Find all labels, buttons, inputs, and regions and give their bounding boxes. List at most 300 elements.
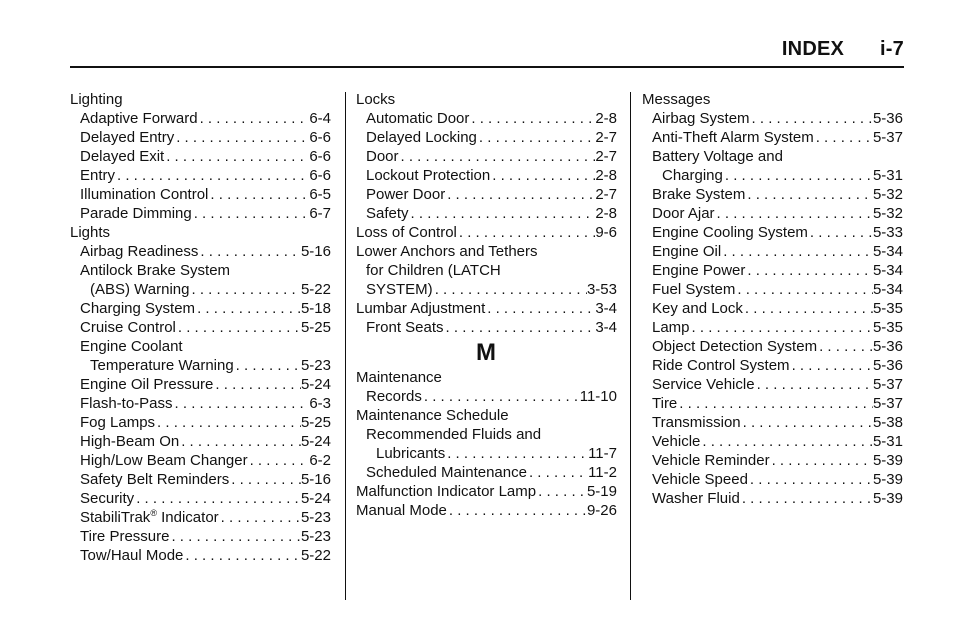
index-entry <box>642 299 903 318</box>
entry-term-text: Ride Control System <box>652 357 790 374</box>
dot-leader <box>422 387 580 406</box>
entry-term-text: Lubricants <box>376 445 446 462</box>
dot-leader <box>198 242 301 261</box>
entry-term <box>652 128 814 147</box>
dot-leader <box>477 128 595 147</box>
entry-term <box>356 223 457 242</box>
entry-term <box>652 489 740 508</box>
entry-page-ref: 5-39 <box>872 452 903 469</box>
index-column-1 <box>70 90 331 565</box>
entry-term-text: StabiliTrak <box>80 509 151 526</box>
index-entry <box>356 90 617 109</box>
entry-term-text: Scheduled Maintenance <box>366 464 527 481</box>
entry-term <box>366 147 399 166</box>
dot-leader <box>750 109 873 128</box>
entry-page-ref: 6-7 <box>309 205 331 222</box>
entry-term <box>652 356 790 375</box>
entry-term-text: Lockout Protection <box>366 167 491 184</box>
entry-term-text: Antilock Brake System <box>80 262 231 279</box>
index-entry <box>642 280 903 299</box>
entry-term <box>366 318 444 337</box>
entry-term-text: Vehicle <box>652 433 701 450</box>
dot-leader <box>198 109 310 128</box>
entry-term-text: Temperature Warning <box>90 357 234 374</box>
index-entry <box>356 261 617 280</box>
entry-page-ref: 5-36 <box>872 357 903 374</box>
dot-leader <box>490 166 595 185</box>
entry-term <box>652 242 721 261</box>
entry-term <box>366 128 477 147</box>
page-header <box>782 38 904 61</box>
entry-term-text: Maintenance <box>356 369 442 386</box>
entry-term <box>356 406 509 425</box>
index-entry <box>642 489 903 508</box>
index-entry <box>70 413 331 432</box>
entry-page-ref: 11-7 <box>588 445 617 462</box>
dot-leader <box>229 470 301 489</box>
entry-term <box>90 280 189 299</box>
entry-term-text: Fuel System <box>652 281 736 298</box>
entry-term <box>366 204 409 223</box>
dot-leader <box>444 318 596 337</box>
dot-leader <box>700 432 873 451</box>
dot-leader <box>741 413 873 432</box>
entry-page-ref: 2-8 <box>595 205 617 222</box>
dot-leader <box>234 356 301 375</box>
entry-page-ref: 5-35 <box>872 319 903 336</box>
entry-term <box>356 242 538 261</box>
index-column-3 <box>642 90 903 508</box>
dot-leader <box>735 280 873 299</box>
dot-leader <box>817 337 873 356</box>
dot-leader <box>745 185 873 204</box>
index-entry <box>356 242 617 261</box>
entry-term-text: Tire Pressure <box>80 528 170 545</box>
entry-term <box>80 337 183 356</box>
entry-page-ref: 11-2 <box>588 464 617 481</box>
dot-leader <box>195 299 301 318</box>
entry-term-text: Safety <box>366 205 409 222</box>
entry-term-text: Door <box>366 148 399 165</box>
entry-term-text: Loss of Control <box>356 224 457 241</box>
entry-term <box>80 470 229 489</box>
entry-page-ref: 3-4 <box>595 319 617 336</box>
dot-leader <box>723 166 873 185</box>
dot-leader <box>219 508 301 527</box>
entry-term-text: Lower Anchors and Tethers <box>356 243 538 260</box>
entry-page-ref: 5-16 <box>300 243 331 260</box>
entry-page-ref: 5-37 <box>872 129 903 146</box>
entry-page-ref: 2-8 <box>595 167 617 184</box>
index-entry <box>70 128 331 147</box>
index-entry <box>70 546 331 565</box>
entry-term-text: Lighting <box>70 91 123 108</box>
index-entry <box>642 337 903 356</box>
index-entry <box>356 501 617 520</box>
entry-page-ref: 5-36 <box>872 110 903 127</box>
entry-term-text: Locks <box>356 91 396 108</box>
entry-term-text: Tow/Haul Mode <box>80 547 184 564</box>
index-entry <box>70 451 331 470</box>
page-number: i-7 <box>880 38 904 60</box>
dot-leader <box>115 166 309 185</box>
entry-page-ref: 5-25 <box>300 414 331 431</box>
entry-term-text: Cruise Control <box>80 319 176 336</box>
dot-leader <box>183 546 301 565</box>
dot-leader <box>770 451 873 470</box>
entry-term-text: Maintenance Schedule <box>356 407 509 424</box>
entry-term <box>80 508 219 527</box>
entry-term <box>652 147 783 166</box>
index-entry <box>70 318 331 337</box>
dot-leader <box>469 109 595 128</box>
dot-leader <box>690 318 873 337</box>
dot-leader <box>179 432 301 451</box>
entry-term-text: Malfunction Indicator Lamp <box>356 483 537 500</box>
entry-page-ref: 6-6 <box>309 129 331 146</box>
index-entry <box>70 527 331 546</box>
index-entry <box>70 204 331 223</box>
entry-term-text: Vehicle Speed <box>652 471 748 488</box>
entry-term-text: Engine Power <box>652 262 746 279</box>
entry-term <box>80 432 179 451</box>
index-entry <box>642 318 903 337</box>
entry-page-ref: 5-31 <box>872 433 903 450</box>
index-entry <box>356 425 617 444</box>
entry-page-ref: 5-34 <box>872 262 903 279</box>
index-entry <box>70 90 331 109</box>
entry-page-ref: 5-31 <box>872 167 903 184</box>
index-entry <box>70 375 331 394</box>
entry-term-text: Object Detection System <box>652 338 818 355</box>
entry-term <box>80 489 134 508</box>
index-entry <box>356 318 617 337</box>
entry-term-text: Engine Oil Pressure <box>80 376 214 393</box>
entry-term <box>80 299 195 318</box>
dot-leader <box>189 280 300 299</box>
index-entry <box>356 185 617 204</box>
entry-term-text: Illumination Control <box>80 186 209 203</box>
entry-term <box>80 318 176 337</box>
entry-term <box>652 299 743 318</box>
index-entry <box>642 432 903 451</box>
entry-term <box>80 147 164 166</box>
entry-term-text: Messages <box>642 91 711 108</box>
dot-leader <box>409 204 596 223</box>
dot-leader <box>527 463 588 482</box>
entry-page-ref: 5-32 <box>872 186 903 203</box>
index-entry <box>70 242 331 261</box>
entry-term-text: Manual Mode <box>356 502 447 519</box>
index-entry <box>70 299 331 318</box>
index-entry <box>356 444 617 463</box>
entry-term-text: Lamp <box>652 319 690 336</box>
entry-term <box>80 261 230 280</box>
entry-page-ref: 3-53 <box>586 281 617 298</box>
entry-term-text: Charging <box>662 167 723 184</box>
entry-term-text: Vehicle Reminder <box>652 452 770 469</box>
entry-page-ref: 5-23 <box>300 509 331 526</box>
index-entry <box>356 223 617 242</box>
entry-term-text: Security <box>80 490 135 507</box>
entry-term <box>652 432 700 451</box>
entry-page-ref: 11-10 <box>579 388 617 405</box>
dot-leader <box>173 394 310 413</box>
entry-page-ref: 5-35 <box>872 300 903 317</box>
dot-leader <box>155 413 301 432</box>
index-entry <box>356 166 617 185</box>
entry-term-text: for Children (LATCH <box>366 262 501 279</box>
entry-term <box>366 387 422 406</box>
entry-term-text: Power Door <box>366 186 446 203</box>
entry-term-text: Fog Lamps <box>80 414 156 431</box>
entry-term <box>652 280 735 299</box>
index-entry <box>642 109 903 128</box>
entry-term <box>652 185 745 204</box>
index-entry <box>356 387 617 406</box>
dot-leader <box>248 451 310 470</box>
column-divider-1 <box>345 92 346 600</box>
index-entry <box>642 242 903 261</box>
entry-term <box>80 546 183 565</box>
entry-term <box>356 90 395 109</box>
index-entry <box>70 489 331 508</box>
entry-term-text: Engine Coolant <box>80 338 183 355</box>
entry-page-ref: 6-5 <box>309 186 331 203</box>
index-entry <box>356 128 617 147</box>
entry-term <box>356 482 536 501</box>
index-entry <box>70 166 331 185</box>
entry-term <box>356 368 442 387</box>
dot-leader <box>755 375 873 394</box>
entry-term-text: Brake System <box>652 186 746 203</box>
entry-page-ref: 5-22 <box>300 547 331 564</box>
entry-term <box>356 299 485 318</box>
entry-term <box>90 356 234 375</box>
dot-leader <box>169 527 301 546</box>
index-entry <box>356 368 617 387</box>
entry-term <box>652 318 690 337</box>
entry-term <box>652 413 741 432</box>
index-entry <box>642 470 903 489</box>
entry-term <box>366 185 445 204</box>
entry-term <box>80 166 115 185</box>
entry-term <box>376 444 445 463</box>
dot-leader <box>790 356 873 375</box>
entry-term <box>366 109 469 128</box>
dot-leader <box>176 318 301 337</box>
dot-leader <box>715 204 873 223</box>
entry-term-text: SYSTEM) <box>366 281 433 298</box>
entry-term-text: Tire <box>652 395 678 412</box>
entry-term <box>652 394 677 413</box>
dot-leader <box>445 444 588 463</box>
entry-page-ref: 2-7 <box>595 186 617 203</box>
entry-term-text: Delayed Locking <box>366 129 477 146</box>
entry-term <box>366 425 541 444</box>
entry-term <box>80 527 169 546</box>
index-column-2 <box>356 90 617 520</box>
entry-term <box>652 223 808 242</box>
index-entry <box>356 463 617 482</box>
entry-term <box>652 375 755 394</box>
entry-page-ref: 5-38 <box>872 414 903 431</box>
entry-term <box>80 413 155 432</box>
entry-term-text: Airbag System <box>652 110 750 127</box>
dot-leader <box>677 394 873 413</box>
entry-page-ref: 5-24 <box>300 376 331 393</box>
dot-leader <box>208 185 309 204</box>
index-entry <box>642 223 903 242</box>
dot-leader <box>192 204 310 223</box>
entry-page-ref: 5-39 <box>872 471 903 488</box>
index-entry <box>642 128 903 147</box>
index-entry <box>70 508 331 527</box>
index-entry <box>356 299 617 318</box>
entry-page-ref: 5-18 <box>300 300 331 317</box>
entry-term-text: Records <box>366 388 422 405</box>
entry-term-text: Delayed Exit <box>80 148 165 165</box>
entry-term-text: Parade Dimming <box>80 205 192 222</box>
entry-term-text: Engine Cooling System <box>652 224 808 241</box>
entry-term-text: High/Low Beam Changer <box>80 452 248 469</box>
entry-term-text: Anti-Theft Alarm System <box>652 129 814 146</box>
entry-term <box>80 128 174 147</box>
index-entry <box>70 356 331 375</box>
entry-page-ref: 5-37 <box>872 395 903 412</box>
index-entry <box>70 109 331 128</box>
index-entry <box>70 147 331 166</box>
entry-page-ref: 5-23 <box>300 357 331 374</box>
entry-page-ref: 2-8 <box>595 110 617 127</box>
entry-term <box>652 451 770 470</box>
entry-term <box>652 337 817 356</box>
entry-term <box>642 90 710 109</box>
entry-term <box>366 280 433 299</box>
entry-term <box>80 109 198 128</box>
entry-page-ref: 5-24 <box>300 490 331 507</box>
entry-term <box>80 242 198 261</box>
index-entry <box>70 261 331 280</box>
entry-term <box>80 185 208 204</box>
dot-leader <box>740 489 873 508</box>
section-letter: M <box>476 339 496 366</box>
index-entry <box>642 204 903 223</box>
entry-term-text: Lumbar Adjustment <box>356 300 486 317</box>
dot-leader <box>745 261 873 280</box>
entry-page-ref: 5-33 <box>872 224 903 241</box>
dot-leader <box>721 242 873 261</box>
dot-leader <box>536 482 587 501</box>
entry-page-ref: 6-3 <box>309 395 331 412</box>
entry-term <box>366 166 490 185</box>
dot-leader <box>134 489 301 508</box>
dot-leader <box>399 147 596 166</box>
dot-leader <box>433 280 587 299</box>
entry-page-ref: 6-2 <box>309 452 331 469</box>
entry-term-text: Flash-to-Pass <box>80 395 173 412</box>
header-rule <box>70 66 904 68</box>
entry-term-text: Charging System <box>80 300 196 317</box>
entry-term-text: Key and Lock <box>652 300 743 317</box>
entry-term-text: High-Beam On <box>80 433 180 450</box>
dot-leader <box>445 185 595 204</box>
entry-term-text: Airbag Readiness <box>80 243 199 260</box>
entry-page-ref: 6-6 <box>309 167 331 184</box>
entry-term-text: Entry <box>80 167 116 184</box>
index-entry <box>642 413 903 432</box>
dot-leader <box>164 147 309 166</box>
entry-page-ref: 5-34 <box>872 281 903 298</box>
entry-term <box>70 223 110 242</box>
entry-term <box>366 261 501 280</box>
index-entry <box>356 147 617 166</box>
entry-term-text: Front Seats <box>366 319 444 336</box>
index-entry <box>642 394 903 413</box>
entry-page-ref: 9-6 <box>595 224 617 241</box>
entry-page-ref: 3-4 <box>595 300 617 317</box>
index-entry <box>642 166 903 185</box>
entry-page-ref: 5-34 <box>872 243 903 260</box>
entry-term <box>80 204 192 223</box>
entry-page-ref: 5-32 <box>872 205 903 222</box>
entry-term-text: Adaptive Forward <box>80 110 198 127</box>
index-entry <box>70 280 331 299</box>
index-entry <box>642 356 903 375</box>
entry-term <box>652 261 745 280</box>
entry-term <box>652 204 715 223</box>
index-entry <box>356 204 617 223</box>
entry-term-text: Service Vehicle <box>652 376 755 393</box>
entry-page-ref: 2-7 <box>595 129 617 146</box>
entry-term <box>80 394 173 413</box>
index-entry <box>642 185 903 204</box>
index-entry <box>70 185 331 204</box>
dot-leader <box>485 299 595 318</box>
entry-page-ref: 6-6 <box>309 148 331 165</box>
entry-term <box>652 470 748 489</box>
entry-page-ref: 5-36 <box>872 338 903 355</box>
entry-term-text: Lights <box>70 224 111 241</box>
entry-page-ref: 5-24 <box>300 433 331 450</box>
entry-page-ref: 5-23 <box>300 528 331 545</box>
entry-term-text: Automatic Door <box>366 110 470 127</box>
dot-leader <box>814 128 873 147</box>
index-entry <box>356 109 617 128</box>
entry-term-text: Washer Fluid <box>652 490 740 507</box>
index-entry <box>356 406 617 425</box>
entry-term <box>366 463 527 482</box>
entry-term <box>652 109 750 128</box>
column-divider-2 <box>630 92 631 600</box>
entry-page-ref: 5-37 <box>872 376 903 393</box>
entry-term-text: Recommended Fluids and <box>366 426 542 443</box>
entry-term-text: Transmission <box>652 414 741 431</box>
dot-leader <box>174 128 309 147</box>
index-entry <box>70 394 331 413</box>
entry-page-ref: 5-19 <box>586 483 617 500</box>
entry-term-text: Door Ajar <box>652 205 715 222</box>
dot-leader <box>457 223 595 242</box>
entry-term-text: Delayed Entry <box>80 129 175 146</box>
entry-page-ref: 2-7 <box>595 148 617 165</box>
entry-term <box>356 501 447 520</box>
index-entry <box>70 470 331 489</box>
index-entry <box>642 147 903 166</box>
dot-leader <box>213 375 301 394</box>
entry-term-suffix: Indicator <box>156 509 219 526</box>
dot-leader <box>808 223 873 242</box>
